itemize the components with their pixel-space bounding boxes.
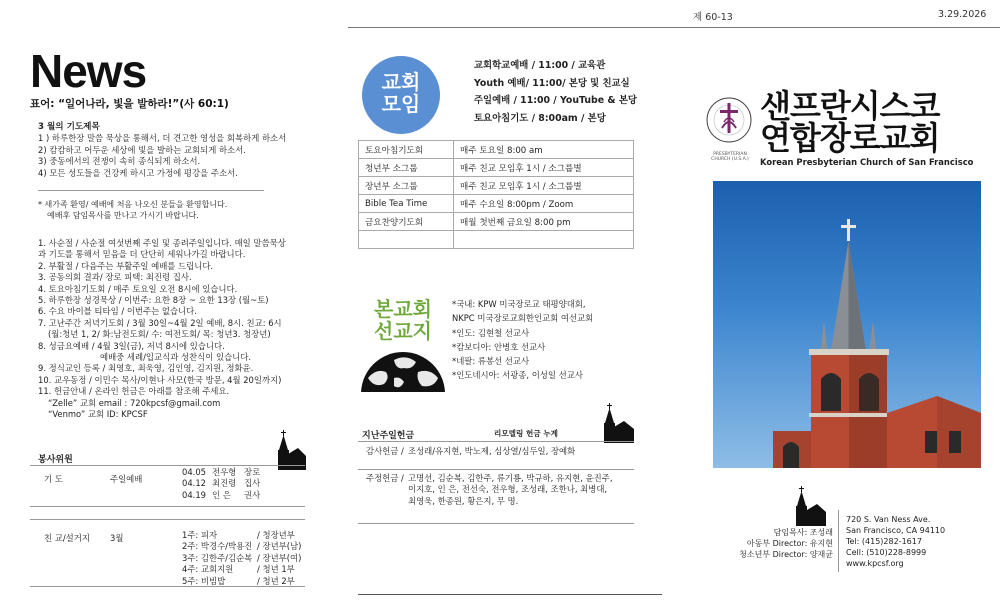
fellowship-row: 5주: 비빔밥 / 청년 2부 (182, 575, 295, 586)
mission-item: *국내: KPW 미국장로교 태평양대회, (452, 299, 586, 309)
mission-item: NKPC 미국장로교회한인교회 여선교회 (452, 313, 594, 324)
fellowship-row: 4주: 교회지원 / 청년 1부 (182, 564, 295, 575)
service-schedule (474, 57, 637, 127)
staff-line: 청소년부 Director: 양재균 (739, 550, 833, 559)
welcome-note (38, 199, 338, 222)
service-line: 주일예배 / 11:00 / YouTube & 본당 (474, 95, 637, 106)
fellowship-label: 친 교/설거지 (44, 533, 90, 543)
prayer-duty-row: 04.19 인 은 권사 (182, 489, 261, 500)
announcement: 4. 토요아침기도회 / 매주 토요일 오전 8시에 있습니다. (38, 283, 238, 294)
welcome-line: * 새가족 환영/ 예배에 처음 나오신 분들을 환영합니다. (38, 200, 228, 209)
service-line: 교회학교예배 / 11:00 / 교육관 (474, 60, 606, 71)
church-name-line1: 샌프란시스코 (760, 87, 940, 125)
meeting-badge-line: 교회 (381, 70, 421, 94)
church-silhouette-icon (790, 486, 826, 526)
prayer-duty-row: 04.05 전우형 장로 (182, 467, 261, 477)
phone-line: Tel: (415)282-1617 (846, 537, 922, 546)
website-link[interactable]: www.kpcsf.org (846, 559, 904, 568)
announcement: 11. 헌금안내 / 온라인 헌금은 아래를 참조해 주세요. (38, 386, 230, 397)
offering-subtitle: 리모델링 헌금 누계 (494, 429, 558, 438)
prayer-duty-service: 주일예배 (110, 474, 143, 484)
announcement: (월:청년 1, 2/ 화:남전도회/ 수: 여전도회/ 목: 청년3. 청장년) (48, 329, 271, 340)
prayer-duty-list (182, 467, 260, 501)
service-line: Youth 예배/ 11:00/ 본당 및 친교실 (474, 77, 630, 89)
servants-title: 봉사위원 (38, 455, 73, 465)
announcements (38, 238, 348, 421)
welcome-line: 예배후 담임목사를 만나고 가시기 바랍니다. (47, 211, 199, 221)
announcement: 과 기도를 통해서 믿음을 더 단단히 세워나가길 바랍니다. (38, 249, 246, 260)
globe-icon (360, 348, 446, 392)
tithe-line: 이지호, 인 은, 전선숙, 전우형, 조성래, 조한나, 최병대, (408, 484, 608, 495)
thanks-offering-label: 감사헌금 / (366, 446, 404, 456)
mission-item: *인도: 김현철 선교사 (452, 327, 530, 338)
announcement: 8. 성금요예배 / 4월 3일(금), 저녁 8시에 있습니다. (38, 340, 225, 351)
announcement: “Venmo” 교회 ID: KPCSF (48, 409, 148, 420)
mission-title (363, 298, 443, 342)
table-row: Bible Tea Time 매주 수요일 8:00pm / Zoom (359, 195, 634, 213)
prayer-topics (38, 122, 338, 179)
church-name-line2: 연합장로교회 (760, 119, 940, 157)
announcement: 1. 사순절 / 사순절 여섯번째 주일 및 종려주일입니다. 매일 말씀묵상 (38, 238, 286, 248)
announcement: 5. 하루한장 성경묵상 / 이번주: 요한 8장 ~ 요한 13장 (월~토) (38, 295, 269, 306)
announcement: 9. 정식교인 등록 / 최영호, 최욱영, 김인영, 김지원, 정화윤. (38, 363, 254, 374)
address-block (846, 514, 945, 569)
church-silhouette-icon (274, 430, 306, 470)
tithe-label: 주정헌금 / (366, 473, 404, 483)
address-line: 720 S. Van Ness Ave. (846, 515, 931, 524)
offering-title: 지난주일헌금 (362, 431, 415, 441)
cell-line: Cell: (510)228-8999 (846, 548, 927, 557)
church-photo (713, 181, 981, 468)
church-name-english: Korean Presbyterian Church of San Francisco (760, 157, 974, 167)
fellowship-row: 2주: 박경수/박용진 / 장년부(남) (182, 541, 302, 552)
prayer-item: 1 ) 하루한장 말씀 묵상을 통해서, 더 견고한 영성을 회복하게 하소서 (38, 133, 287, 144)
mission-item: *네팔: 류봉선 선교사 (452, 356, 530, 367)
mission-title-line: 선교지 (374, 319, 432, 343)
prayer-item: 4) 모든 성도들을 건강케 하시고 가정에 평강을 주소서. (38, 167, 238, 178)
prayer-duty-label: 기 도 (44, 474, 63, 484)
prayer-item: 3) 중동에서의 전쟁이 속히 종식되게 하소서. (38, 156, 201, 167)
news-title: News (30, 45, 147, 97)
announcement: 예배중 세례/입교식과 성찬식이 있습니다. (100, 352, 252, 363)
weekly-meetings-table (358, 140, 634, 249)
service-line: 토요아침기도 / 8:00am / 본당 (474, 112, 606, 124)
tithe-line: 최영욱, 한종원, 황은지, 무 명. (408, 495, 519, 506)
issue-date: 3.29.2026 (938, 9, 987, 20)
fellowship-list (182, 530, 301, 587)
mission-list (452, 297, 593, 383)
mission-title-line: 본교회 (374, 297, 432, 321)
seal-text: PRESBYTERIAN CHURCH (U.S.A.) (711, 152, 749, 162)
table-row: 청년부 소그룹 매주 친교 모임후 1시 / 소그룹별 (359, 159, 634, 177)
issue-number: 제 60-13 (693, 12, 733, 23)
table-row: 장년부 소그룹 매주 친교 모임후 1시 / 소그룹별 (359, 177, 634, 195)
staff-list (700, 527, 833, 560)
prayer-title: 3 월의 기도제목 (38, 122, 100, 132)
tithe-line: 고명선, 김순복, 김한주, 류기룡, 박규하, 유지현, 윤진주, (408, 473, 613, 483)
table-row: 토요아침기도회 매주 토요일 8:00 am (359, 141, 634, 159)
meeting-badge (362, 56, 440, 134)
prayer-duty-row: 04.12 최진령 집사 (182, 478, 261, 489)
tithe-names (408, 473, 613, 507)
table-row: 금요찬양기도회 매월 첫번째 금요일 8:00 pm (359, 213, 634, 231)
motto: 표어: “일어나라, 빛을 발하라!”(사 60:1) (30, 98, 229, 110)
mission-item: *캄보디아: 안병호 선교사 (452, 341, 546, 352)
announcement: 6. 수요 바이블 티타임 / 이번주는 없습니다. (38, 306, 197, 317)
address-line: San Francisco, CA 94110 (846, 526, 946, 535)
announcement: 10. 교우동정 / 이민수 목사/이현나 사모(한국 방문, 4월 20일까지) (38, 374, 282, 385)
announcement: 2. 부활절 / 다음주는 부활주일 예배를 드립니다. (38, 260, 214, 271)
fellowship-row: 3주: 김한주/김순복 / 장년부(여) (182, 552, 302, 563)
staff-line: 아동부 Director: 유지현 (746, 539, 833, 548)
church-building-illustration (713, 181, 981, 468)
announcement: 3. 공동의회 결과/ 장로 피택: 최진령 집사. (38, 272, 192, 283)
fellowship-month: 3월 (110, 533, 124, 543)
thanks-offering-names: 조성래/유지현, 박노제, 심상열/심두일, 장예화 (408, 446, 576, 456)
staff-line: 담임목사: 조성래 (773, 528, 833, 537)
fellowship-row: 1주: 피자 / 청장년부 (182, 530, 295, 540)
mission-item: *인도네시아: 서광종, 이성일 선교사 (452, 370, 583, 381)
prayer-item: 2) 캄캄하고 어두운 세상에 빛을 발하는 교회되게 하소서. (38, 144, 246, 155)
meeting-badge-line: 모임 (381, 92, 421, 116)
table-row (359, 231, 634, 249)
announcement: 7. 고난주간 저녁기도회 / 3월 30일~4월 2일 예배, 8시. 친교: 6시 (38, 317, 282, 328)
announcement: “Zelle” 교회 email : 720kpcsf@gmail.com (48, 397, 221, 408)
church-silhouette-icon (600, 403, 634, 443)
pcusa-seal-icon (704, 92, 754, 152)
